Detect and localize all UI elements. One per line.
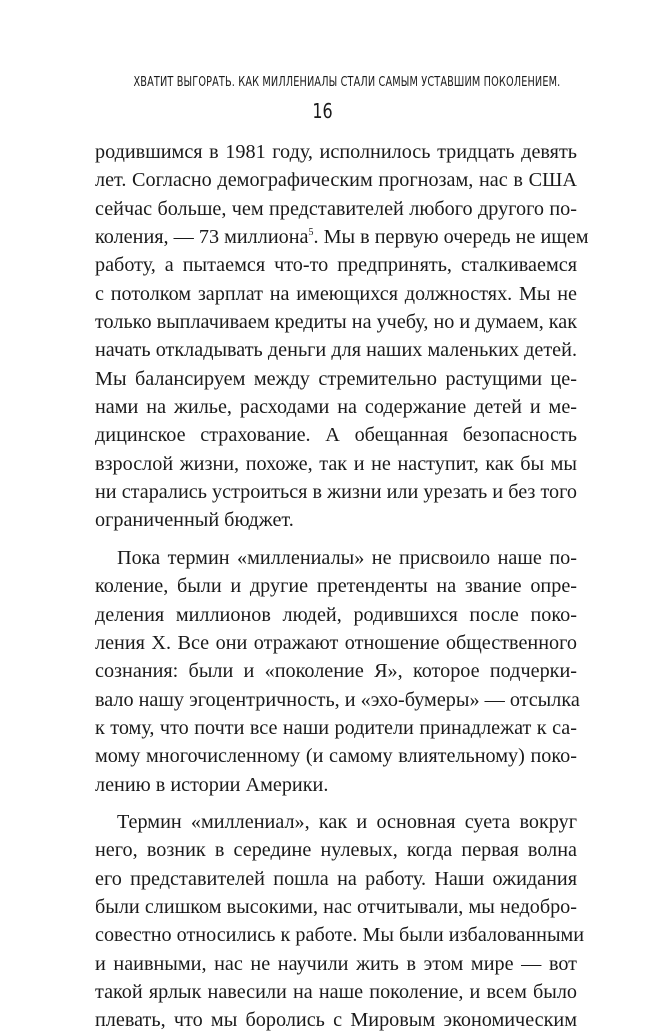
text-line: Термин «миллениал», как и основная суета вокруг [117, 810, 577, 833]
text-line: мому многочисленному (и самому влиятельному) поко- [95, 745, 577, 768]
text-line: деления миллионов людей, родившихся после поко- [95, 603, 577, 626]
text-line: взрослой жизни, похоже, так и не наступит, как бы мы [95, 452, 577, 475]
text-line: сейчас больше, чем представителей любого другого по- [95, 197, 577, 220]
text-line: вало нашу эгоцентричность, и «эхо-бумеры» — отсылка [95, 688, 580, 711]
text-fragment: . Мы в первую очередь не ищем [313, 226, 589, 249]
text-line: были слишком высокими, нас отчитывали, мы недобро- [95, 895, 577, 918]
text-line: лению в истории Америки. [95, 773, 329, 796]
text-line: родившимся в 1981 году, исполнилось тридцать девять [95, 141, 577, 163]
paragraph-gap [95, 535, 577, 544]
text-line: и наивными, нас не научили жить в этом мире — вот [95, 952, 577, 975]
text-line: лет. Согласно демографическим прогнозам, нас в США [95, 169, 577, 192]
body-text [95, 138, 589, 1035]
text-line-with-footnote [95, 223, 589, 251]
text-line: совестно относились к работе. Мы были избалованными [95, 924, 585, 947]
text-line: сознания: были и «поколение Я», которое подчерки- [95, 660, 577, 683]
running-title: ХВАТИТ ВЫГОРАТЬ. КАК МИЛЛЕНИАЛЫ СТАЛИ САМЫМ УСТАВШИМ ПОКОЛЕНИЕМ. [133, 74, 561, 90]
paragraph-gap [95, 799, 577, 808]
text-line: только выплачиваем кредиты на учебу, но и думаем, как [95, 311, 578, 334]
text-line: нами на жилье, расходами на содержание детей и ме- [95, 396, 577, 419]
text-line: к тому, что почти все наши родители принадлежат к са- [95, 716, 577, 739]
text-fragment: коления, — 73 миллиона [95, 226, 309, 249]
text-line: Пока термин «миллениалы» не присвоило наше по- [117, 546, 577, 569]
text-line: него, возник в середине нулевых, когда первая волна [95, 839, 577, 862]
text-line: ни старались устроиться в жизни или урезать и без того [95, 481, 577, 504]
text-line: плевать, что мы боролись с Мировым экономическим [95, 1009, 577, 1032]
text-line: с потолком зарплат на имеющихся должностях. Мы не [95, 282, 577, 305]
text-line: такой ярлык навесили на наше поколение, и всем было [95, 980, 577, 1003]
text-line: дицинское страхование. А обещанная безопасность [95, 424, 577, 447]
text-line: ограниченный бюджет. [95, 509, 294, 532]
text-line: коление, были и другие претенденты на звание опре- [95, 575, 577, 598]
text-line: Мы балансируем между стремительно растущими це- [95, 367, 577, 390]
text-line: начать откладывать деньги для наших маленьких детей. [95, 339, 577, 362]
page-number: 16 [312, 99, 333, 123]
text-line: его представителей пошла на работу. Наши ожидания [95, 867, 577, 890]
text-line: работу, а пытаемся что-то предпринять, сталкиваемся [95, 254, 577, 277]
paragraph-1 [95, 138, 589, 535]
footnote-reference[interactable]: 5 [308, 227, 314, 239]
paragraph-2 [95, 544, 580, 799]
text-line: ления X. Все они отражают отношение общественного [95, 631, 577, 654]
